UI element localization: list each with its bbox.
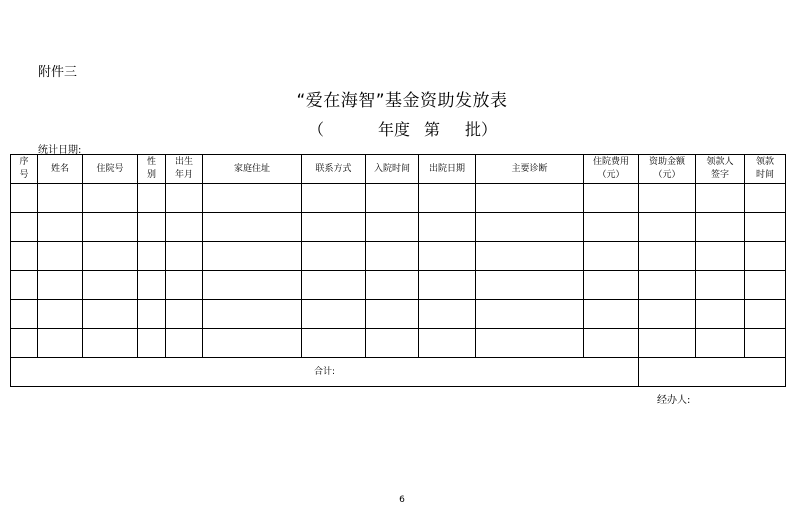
handler-label: 经办人: (657, 395, 691, 406)
table-cell[interactable] (366, 271, 419, 300)
table-row (11, 300, 786, 329)
table-cell[interactable] (366, 300, 419, 329)
table-cell[interactable] (476, 184, 584, 213)
table-cell[interactable] (584, 300, 639, 329)
column-header (419, 155, 476, 184)
column-header (696, 155, 745, 184)
table-cell[interactable] (476, 242, 584, 271)
column-header (302, 155, 366, 184)
column-header-text: 资助金额 (648, 157, 685, 167)
table-cell[interactable] (419, 242, 476, 271)
total-value-cell[interactable] (639, 358, 786, 387)
table-cell[interactable] (203, 242, 302, 271)
subtitle-batch-suffix: 批） (465, 120, 498, 139)
table-cell[interactable] (584, 184, 639, 213)
table-cell[interactable] (366, 213, 419, 242)
column-header (745, 155, 786, 184)
column-header (584, 155, 639, 184)
table-cell[interactable] (476, 271, 584, 300)
table-cell[interactable] (11, 271, 38, 300)
table-cell[interactable] (745, 213, 786, 242)
table-row (11, 329, 786, 358)
table-cell[interactable] (302, 184, 366, 213)
table-cell[interactable] (166, 242, 203, 271)
table-cell[interactable] (38, 213, 83, 242)
table-cell[interactable] (366, 184, 419, 213)
table-cell[interactable] (419, 329, 476, 358)
table-cell[interactable] (745, 329, 786, 358)
table-cell[interactable] (166, 184, 203, 213)
table-cell[interactable] (83, 184, 138, 213)
table-cell[interactable] (639, 329, 696, 358)
table-cell[interactable] (203, 300, 302, 329)
table-row (11, 213, 786, 242)
disbursement-table (10, 154, 786, 387)
table-cell[interactable] (38, 271, 83, 300)
column-header-text: 领款 (755, 157, 774, 167)
table-cell[interactable] (476, 300, 584, 329)
table-cell[interactable] (302, 213, 366, 242)
table-cell[interactable] (38, 329, 83, 358)
table-cell[interactable] (476, 329, 584, 358)
table-cell[interactable] (166, 271, 203, 300)
table-cell[interactable] (639, 213, 696, 242)
table-cell[interactable] (419, 213, 476, 242)
column-header (38, 155, 83, 184)
table-cell[interactable] (203, 184, 302, 213)
table-cell[interactable] (745, 184, 786, 213)
column-header-text: 联系方式 (315, 163, 352, 174)
table-cell[interactable] (203, 329, 302, 358)
column-header-text: 序 (19, 157, 29, 167)
table-cell[interactable] (302, 271, 366, 300)
table-cell[interactable] (166, 329, 203, 358)
table-cell[interactable] (138, 329, 166, 358)
table-cell[interactable] (166, 213, 203, 242)
table-cell[interactable] (639, 300, 696, 329)
subtitle-year: 年度 (378, 120, 411, 139)
column-header-text: 时间 (755, 170, 774, 180)
column-header (366, 155, 419, 184)
table-cell[interactable] (476, 213, 584, 242)
table-cell[interactable] (83, 271, 138, 300)
table-cell[interactable] (138, 271, 166, 300)
column-header-text: 别 (146, 170, 156, 180)
table-cell[interactable] (83, 329, 138, 358)
column-header-text: 出院日期 (428, 163, 465, 174)
table-row (11, 184, 786, 213)
table-cell[interactable] (203, 213, 302, 242)
table-cell[interactable] (38, 300, 83, 329)
table-cell[interactable] (696, 184, 745, 213)
column-header-text: 号 (19, 170, 29, 180)
column-header-text: 住院费用 (592, 157, 629, 167)
table-cell[interactable] (584, 213, 639, 242)
column-header (476, 155, 584, 184)
table-cell[interactable] (696, 271, 745, 300)
table-cell[interactable] (11, 300, 38, 329)
table-cell[interactable] (138, 213, 166, 242)
table-row (11, 242, 786, 271)
table-cell[interactable] (696, 300, 745, 329)
table-cell[interactable] (302, 242, 366, 271)
page-title: “爱在海智”基金资助发放表 (296, 91, 508, 111)
header-row (11, 155, 786, 184)
subtitle-open-paren: （ (308, 120, 325, 139)
column-header-text: 签字 (710, 170, 729, 180)
table-cell[interactable] (419, 271, 476, 300)
table-cell[interactable] (302, 329, 366, 358)
column-header (11, 155, 38, 184)
table-cell[interactable] (745, 242, 786, 271)
table-cell[interactable] (584, 271, 639, 300)
column-header-text: 性 (146, 157, 156, 167)
table-cell[interactable] (138, 242, 166, 271)
column-header (83, 155, 138, 184)
table-cell[interactable] (166, 300, 203, 329)
column-header-text: （元） (653, 170, 681, 180)
table-cell[interactable] (38, 242, 83, 271)
stat-date-label: 统计日期: (38, 145, 82, 156)
table-cell[interactable] (584, 329, 639, 358)
table-cell[interactable] (11, 329, 38, 358)
table-cell[interactable] (83, 213, 138, 242)
table-cell[interactable] (696, 242, 745, 271)
table-cell[interactable] (419, 184, 476, 213)
column-header-text: 出生 (174, 157, 193, 167)
table-cell[interactable] (138, 300, 166, 329)
table-cell[interactable] (639, 242, 696, 271)
column-header-text: 住院号 (96, 163, 124, 174)
column-header-text: 入院时间 (373, 163, 410, 174)
table-cell[interactable] (696, 329, 745, 358)
column-header (166, 155, 203, 184)
table-cell[interactable] (203, 271, 302, 300)
total-label: 合计: (11, 358, 639, 387)
table-cell[interactable] (138, 184, 166, 213)
column-header (639, 155, 696, 184)
table-cell[interactable] (584, 242, 639, 271)
table-cell[interactable] (696, 213, 745, 242)
column-header-text: （元） (597, 170, 625, 180)
table-cell[interactable] (745, 300, 786, 329)
column-header-text: 主要诊断 (511, 163, 548, 174)
column-header-text: 领款人 (706, 157, 734, 167)
table-cell[interactable] (11, 184, 38, 213)
column-header-text: 年月 (174, 170, 193, 180)
table-cell[interactable] (639, 271, 696, 300)
subtitle-batch-prefix: 第 (424, 120, 441, 139)
attachment-label: 附件三 (38, 65, 78, 80)
table-cell[interactable] (745, 271, 786, 300)
table-cell[interactable] (83, 300, 138, 329)
table-cell[interactable] (302, 300, 366, 329)
table-cell[interactable] (11, 242, 38, 271)
page-number: 6 (399, 495, 405, 505)
table-cell[interactable] (419, 300, 476, 329)
column-header-text: 姓名 (50, 163, 69, 174)
table-cell[interactable] (366, 329, 419, 358)
table-body (11, 184, 786, 387)
table-cell[interactable] (11, 213, 38, 242)
table-cell[interactable] (639, 184, 696, 213)
table-cell[interactable] (366, 242, 419, 271)
column-header (138, 155, 166, 184)
total-row (11, 358, 786, 387)
table-cell[interactable] (83, 242, 138, 271)
column-header-text: 家庭住址 (233, 163, 270, 174)
table-cell[interactable] (38, 184, 83, 213)
table-row (11, 271, 786, 300)
column-header (203, 155, 302, 184)
